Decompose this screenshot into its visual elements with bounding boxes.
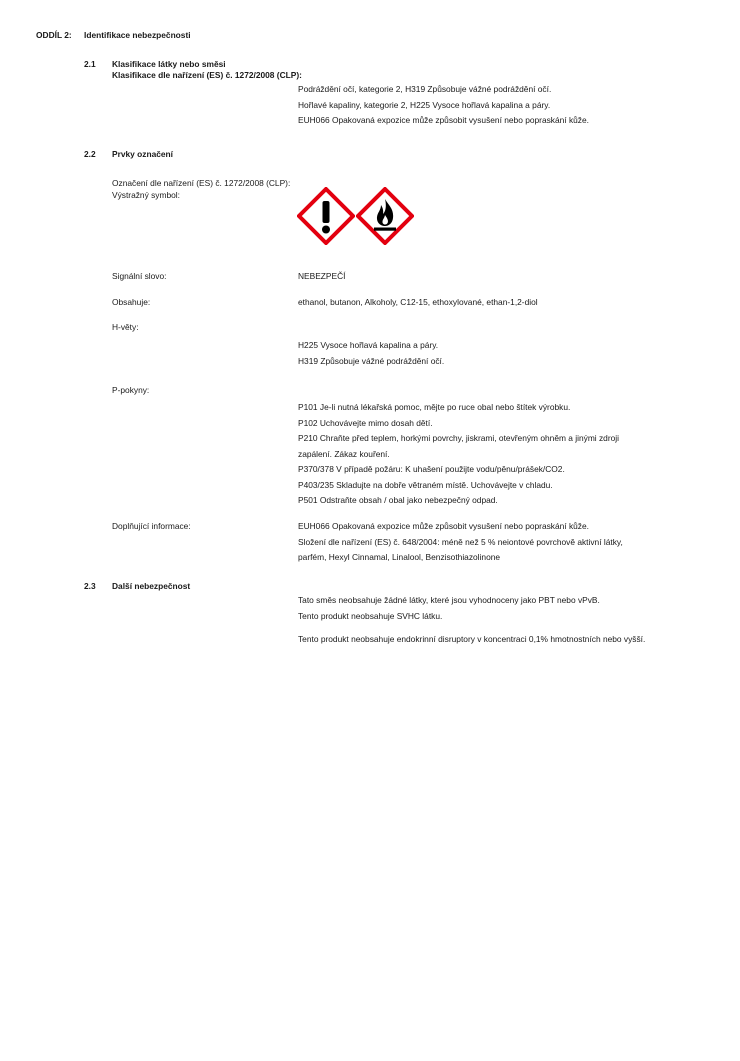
- supplementary-line: Složení dle nařízení (ES) č. 648/2004: méně než 5 % neiontové povrchově aktivní látky,: [298, 536, 623, 547]
- other-hazard-line: Tato směs neobsahuje žádné látky, které jsou vyhodnoceny jako PBT nebo vPvB.: [298, 595, 600, 605]
- subsection-title-2-1: Klasifikace látky nebo směsi: [112, 59, 226, 69]
- subsection-number-2-2: 2.2: [84, 149, 96, 159]
- p-statements-label: P-pokyny:: [112, 385, 150, 395]
- signal-word: NEBEZPEČÍ: [298, 271, 346, 281]
- supplementary-line: EUH066 Opakovaná expozice může způsobit vysušení nebo popraskání kůže.: [298, 521, 589, 531]
- subsection-number-2-3: 2.3: [84, 581, 96, 591]
- other-hazard-line: Tento produkt neobsahuje SVHC látku.: [298, 610, 443, 621]
- p-statement: P501 Odstraňte obsah / obal jako nebezpečný odpad.: [298, 495, 498, 505]
- hazard-symbol-label: Výstražný symbol:: [112, 190, 180, 200]
- clp-classification-heading: Klasifikace dle nařízení (ES) č. 1272/2008 (CLP):: [112, 70, 302, 80]
- flame-pictogram: [356, 187, 414, 245]
- subsection-number-2-1: 2.1: [84, 59, 96, 69]
- classification-list: [298, 84, 589, 131]
- p-statement: P101 Je-li nutná lékařská pomoc, mějte po ruce obal nebo štítek výrobku.: [298, 402, 571, 412]
- h-statements-label: H-věty:: [112, 322, 139, 332]
- p-statement: P403/235 Skladujte na dobře větraném místě. Uchovávejte v chladu.: [298, 479, 553, 490]
- contains-label: Obsahuje:: [112, 297, 151, 307]
- p-statement: P210 Chraňte před teplem, horkými povrchy, jiskrami, otevřeným ohněm a jinými zdroji: [298, 433, 620, 443]
- other-hazards-list: [298, 595, 600, 626]
- subsection-title-2-3: Další nebezpečnost: [112, 581, 191, 591]
- exclamation-mark-pictogram: [297, 187, 355, 245]
- classification-line: EUH066 Opakovaná expozice může způsobit vysušení nebo popraskání kůže.: [298, 115, 589, 125]
- supplementary-info-label: Doplňující informace:: [112, 521, 191, 531]
- section-label: ODDÍL 2:: [36, 30, 72, 40]
- p-statement: P102 Uchovávejte mimo dosah dětí.: [298, 417, 433, 428]
- subsection-title-2-2: Prvky označení: [112, 149, 173, 159]
- endocrine-disruptor-statement: Tento produkt neobsahuje endokrinní disruptory v koncentraci 0,1% hmotnostních nebo vyšší.: [298, 634, 646, 644]
- p-statement: zapálení. Zákaz kouření.: [298, 448, 390, 459]
- contains-value: ethanol, butanon, Alkoholy, C12-15, ethoxylované, ethan-1,2-diol: [298, 297, 538, 307]
- supplementary-info-list: [298, 521, 623, 568]
- clp-label: Označení dle nařízení (ES) č. 1272/2008 (CLP):: [112, 178, 291, 188]
- supplementary-line: parfém, Hexyl Cinnamal, Linalool, Benzisothiazolinone: [298, 552, 501, 562]
- h-statement: H319 Způsobuje vážné podráždění očí.: [298, 355, 445, 366]
- p-statement: P370/378 V případě požáru: K uhašení použijte vodu/pěnu/prášek/CO2.: [298, 464, 565, 474]
- p-statements-list: [298, 402, 619, 511]
- signal-word-label: Signální slovo:: [112, 271, 167, 281]
- classification-line: Hořlavé kapaliny, kategorie 2, H225 Vysoce hořlavá kapalina a páry.: [298, 99, 551, 110]
- h-statements-list: [298, 340, 444, 371]
- section-title: Identifikace nebezpečnosti: [84, 30, 191, 40]
- classification-line: Podráždění očí, kategorie 2, H319 Způsobuje vážné podráždění očí.: [298, 84, 552, 94]
- h-statement: H225 Vysoce hořlavá kapalina a páry.: [298, 340, 439, 350]
